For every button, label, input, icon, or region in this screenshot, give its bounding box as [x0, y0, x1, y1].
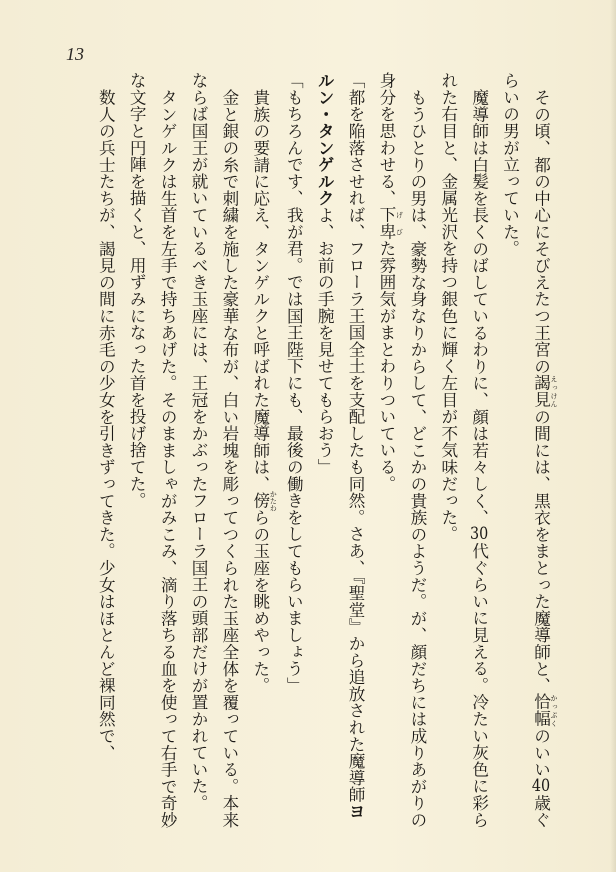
paragraph-7: 金と銀の糸で刺繍を施した豪華な布が、白い岩塊を彫ってつくられた玉座全体を覆っている。本来ならば国王が就いているべき玉座には、王冠をかぶったフローラ国王の頭部だけが置かれていた。: [189, 72, 239, 828]
paragraph-9: 数人の兵士たちが、謁見の間に赤毛の少女を引きずってきた。少女はほとんど裸同然で、: [96, 88, 116, 761]
paragraph-6: 貴族の要請に応え、タンゲルクと呼ばれた魔導師は、傍 かたわらの玉座を眺めやった。: [250, 88, 278, 694]
paragraph-5-dialogue: 「もちろんです、我が君。では国王陛下にも、最後の働きをしてもらいましょう」: [284, 72, 304, 694]
paragraph-3: もうひとりの男は、豪勢な身なりからして、どこかの貴族のようだ。が、顔だちには成りあがりの身分を思わせる、下卑 げびた雰囲気がまとわりついている。: [376, 72, 427, 828]
paragraph-8: タンゲルクは生首を左手で持ちあげた。そのまましゃがみこみ、滴り落ちる血を使って右手で奇妙な文字と円陣を描くと、用ずみになった首を投げ捨てた。: [127, 72, 178, 828]
ruby-kappuku: 恰幅 かっぷく: [531, 693, 558, 728]
paragraph-2: 魔導師は白髪を長くのばしているわりに、顔は若々しく、30代ぐらいに見える。冷たい灰色に彩られた右目と、金属光沢を持つ銀色に輝く左目が不気味だった。: [438, 72, 489, 828]
character-name: ヨルン・タンゲルク: [315, 72, 366, 820]
paragraph-1: その頃、都の中心にそびえたつ王宮の謁見 えっけんの間には、黒衣をまとった魔導師と、恰幅 かっぷくのいい40歳ぐらいの男が立っていた。: [500, 72, 558, 828]
ruby-ekken: 謁見 えっけん: [531, 374, 558, 408]
number-30: 30: [470, 525, 489, 542]
page-edge-shadow: [610, 0, 616, 872]
ruby-katawara: 傍 かたわ: [250, 489, 278, 511]
number-40: 40: [531, 777, 551, 795]
ruby-gehi: 下卑 げび: [376, 206, 404, 241]
page-number: 13: [66, 44, 84, 64]
vertical-body-text: [94, 72, 558, 832]
paragraph-4-dialogue: 「都を陥落させれば、フローラ王国全土を支配したも同然。さあ、『聖堂』から追放された魔導師ヨルン・タンゲルクよ、お前の手腕を見せてもらおう」: [315, 72, 366, 820]
